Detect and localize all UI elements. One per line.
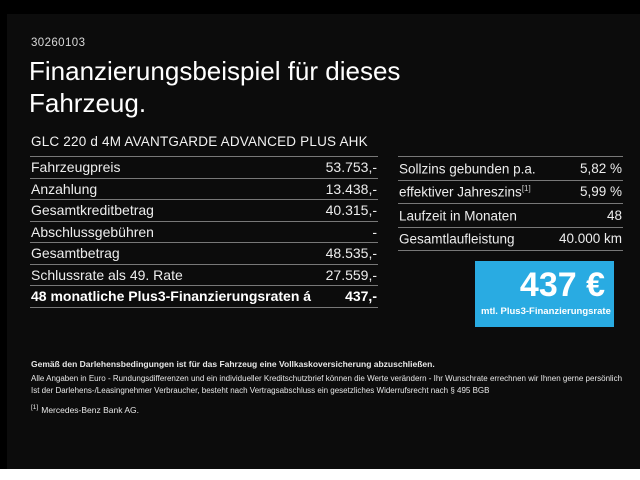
finance-row-value: -: [372, 223, 377, 240]
finance-table-row: [30, 156, 378, 178]
finance-row-label: Gesamtkreditbetrag: [31, 202, 154, 219]
finance-table: [30, 156, 378, 308]
finance-table-row: [30, 285, 378, 308]
finance-table-row: [30, 178, 378, 200]
vehicle-model-line: GLC 220 d 4M AVANTGARDE ADVANCED PLUS AHK: [31, 134, 368, 149]
finance-table-row: [30, 199, 378, 221]
finance-table-row: [30, 221, 378, 243]
finance-row-label: Fahrzeugpreis: [31, 159, 121, 176]
finance-row-value: 437,-: [345, 288, 377, 305]
disclaimer-block: [31, 359, 631, 415]
finance-row-value: 13.438,-: [325, 180, 377, 197]
footnote-text: Mercedes-Benz Bank AG.: [41, 404, 140, 415]
conditions-table-row: [398, 180, 623, 204]
monthly-rate-box: [475, 261, 614, 327]
finance-row-value: 53.753,-: [325, 159, 377, 176]
disclaimer-bold-line: Gemäß den Darlehensbedingungen ist für das Fahrzeug eine Vollkaskoversicherung abzuschließen.: [31, 359, 435, 369]
conditions-row-value: 5,99 %: [579, 184, 622, 200]
finance-row-label: Gesamtbetrag: [31, 245, 120, 262]
finance-table-row: [30, 264, 378, 286]
finance-row-label: Schlussrate als 49. Rate: [31, 266, 183, 283]
conditions-row-label-text: Laufzeit in Monaten: [399, 208, 517, 223]
page-title: Finanzierungsbeispiel für dieses Fahrzeug.: [29, 56, 401, 118]
monthly-rate-amount: 437 €: [519, 266, 605, 304]
conditions-row-label: [399, 161, 536, 177]
finance-row-label: Abschlussgebühren: [31, 223, 154, 240]
conditions-table-row: [398, 227, 623, 252]
bottom-white-bar: [0, 469, 640, 480]
finance-table-row: [30, 242, 378, 264]
document-id: 30260103: [31, 37, 86, 49]
disclaimer-line-2: Alle Angaben in Euro - Rundungsdifferenzen und ein individueller Kreditschutzbrief können die Werte verändern - Ihr Wunschrate errechnen wir Ihnen gerne persönlich: [31, 374, 623, 383]
conditions-row-label: [399, 231, 515, 247]
conditions-row-value: 48: [606, 207, 622, 223]
disclaimer-line-3: Ist der Darlehens-/Leasingnehmer Verbraucher, besteht nach Vertragsabschluss ein gesetzliches Widerrufsrecht nach § 495 BGB: [31, 386, 490, 395]
conditions-row-label-text: Sollzins gebunden p.a.: [399, 161, 536, 176]
conditions-row-value: 40.000 km: [558, 231, 622, 247]
monthly-rate-caption: mtl. Plus3-Finanzierungsrate: [481, 306, 611, 317]
footnote-marker: [1]: [31, 404, 39, 411]
conditions-table-row: [398, 203, 623, 227]
footnote-marker: [1]: [521, 184, 531, 193]
conditions-row-value: 5,82 %: [579, 160, 622, 176]
conditions-row-label-text: Gesamtlaufleistung: [399, 231, 515, 247]
conditions-row-label: [399, 208, 517, 224]
conditions-row-label-text: effektiver Jahreszins: [399, 184, 522, 200]
conditions-row-label: [399, 184, 531, 200]
finance-row-label: Anzahlung: [31, 180, 98, 197]
conditions-table: [398, 156, 623, 251]
finance-row-value: 40.315,-: [325, 202, 377, 219]
finance-row-value: 27.559,-: [325, 266, 377, 283]
conditions-table-row: [398, 156, 623, 180]
disclaimer-footnote: [31, 404, 631, 415]
finance-row-label: 48 monatliche Plus3-Finanzierungsraten á: [31, 288, 312, 305]
finance-row-value: 48.535,-: [325, 245, 377, 262]
